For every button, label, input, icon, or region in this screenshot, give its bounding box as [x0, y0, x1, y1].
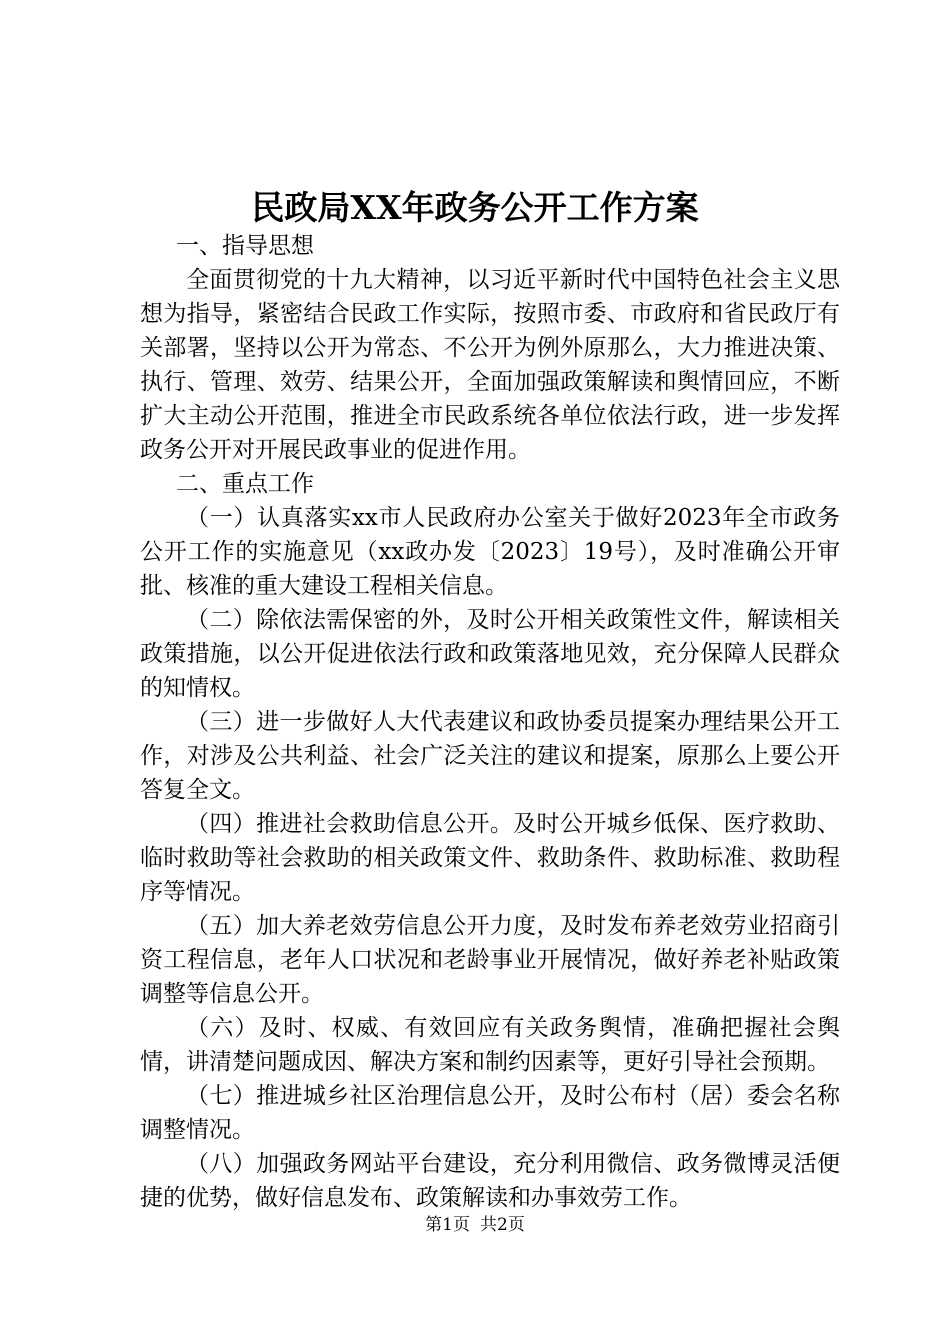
section-heading-guiding-ideology: 一、指导思想 — [176, 233, 314, 259]
paragraph-key-work-8: （八）加强政务网站平台建设，充分利用微信、政务微博灵活便捷的优势，做好信息发布、政策解读和办事效劳工作。 — [140, 1151, 840, 1211]
document-title: 民政局XX年政务公开工作方案 — [251, 188, 699, 227]
paragraph-key-work-5: （五）加大养老效劳信息公开力度，及时发布养老效劳业招商引资工程信息，老年人口状况和老龄事业开展情况，做好养老补贴政策调整等信息公开。 — [140, 913, 840, 1007]
paragraph-key-work-6: （六）及时、权威、有效回应有关政务舆情，准确把握社会舆情，讲清楚问题成因、解决方案和制约因素等，更好引导社会预期。 — [140, 1015, 840, 1075]
page-footer — [0, 1213, 950, 1237]
paragraph-key-work-7: （七）推进城乡社区治理信息公开，及时公布村（居）委会名称调整情况。 — [140, 1083, 840, 1143]
document-body — [140, 229, 840, 1215]
paragraph-key-work-2: （二）除依法需保密的外，及时公开相关政策性文件，解读相关政策措施，以公开促进依法行政和政策落地见效，充分保障人民群众的知情权。 — [140, 607, 840, 701]
paragraph-key-work-4: （四）推进社会救助信息公开。及时公开城乡低保、医疗救助、临时救助等社会救助的相关政策文件、救助条件、救助标准、救助程序等情况。 — [140, 811, 840, 905]
page-number-total: 共2页 — [480, 1215, 525, 1235]
section-heading-key-work: 二、重点工作 — [176, 471, 314, 497]
paragraph-guiding-ideology: 全面贯彻党的十九大精神，以习近平新时代中国特色社会主义思想为指导，紧密结合民政工作实际，按照市委、市政府和省民政厅有关部署，坚持以公开为常态、不公开为例外原那么，大力推进决策、执行、管理、效劳、结果公开，全面加强政策解读和舆情回应，不断扩大主动公开范围，推进全市民政系统各单位依法行政，进一步发挥政务公开对开展民政事业的促进作用。 — [140, 267, 840, 463]
page-number-current: 第1页 — [425, 1215, 470, 1235]
paragraph-key-work-1: （一）认真落实xx市人民政府办公室关于做好2023年全市政务公开工作的实施意见（xx政办发〔2023〕19号），及时准确公开审批、核准的重大建设工程相关信息。 — [140, 505, 840, 599]
paragraph-key-work-3: （三）进一步做好人大代表建议和政协委员提案办理结果公开工作，对涉及公共利益、社会广泛关注的建议和提案，原那么上要公开答复全文。 — [140, 709, 840, 803]
